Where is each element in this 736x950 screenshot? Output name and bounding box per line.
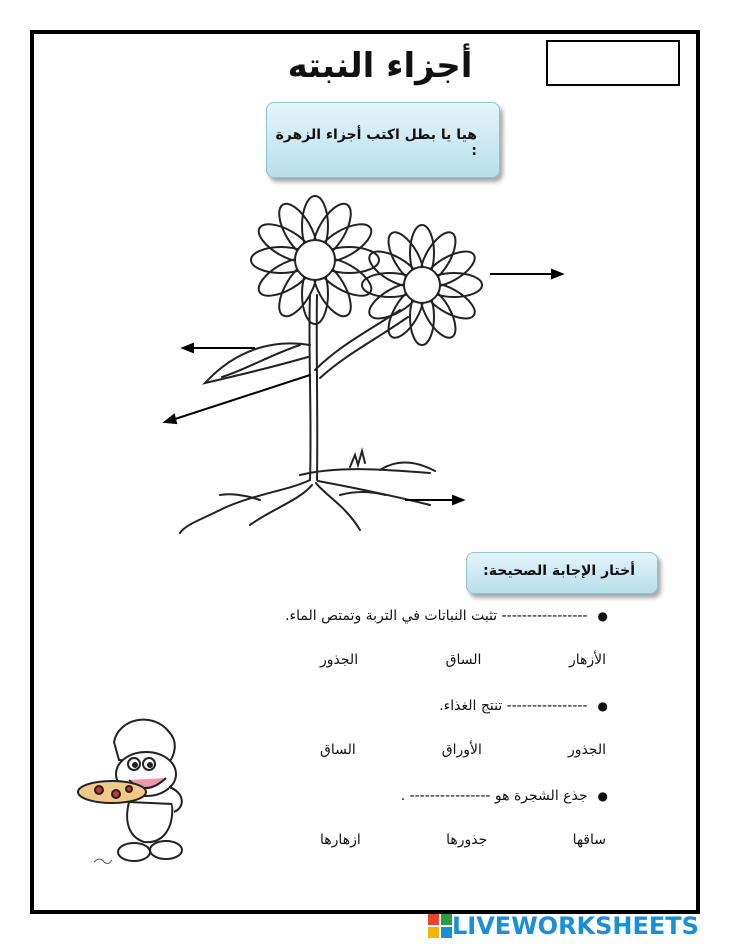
instruction-box bbox=[266, 102, 500, 178]
question-text: ---------------- تنتج الغذاء. bbox=[439, 698, 588, 714]
option[interactable]: الأوراق bbox=[441, 742, 482, 758]
option[interactable]: الساق bbox=[320, 742, 356, 758]
options-3 bbox=[320, 832, 606, 848]
section-title: أختار الإجابة الصحيحة: bbox=[483, 563, 635, 579]
question-1 bbox=[285, 608, 608, 624]
option[interactable]: الجذور bbox=[320, 652, 359, 668]
flower-diagram bbox=[160, 195, 580, 540]
section-title-box bbox=[466, 552, 658, 594]
question-text: ----------------- تثبت النباتات في التربة وتمتص الماء. bbox=[285, 608, 588, 624]
option[interactable]: الجذور bbox=[567, 742, 606, 758]
page-title: أجزاء النبته bbox=[287, 46, 473, 86]
question-2 bbox=[439, 698, 608, 714]
bullet-icon: ● bbox=[597, 789, 608, 803]
smurf-illustration bbox=[74, 712, 204, 872]
option[interactable]: الأزهار bbox=[568, 652, 606, 668]
logo-grid-icon bbox=[428, 914, 452, 938]
instruction-text: هيا يا بطل اكتب أجزاء الزهرة : bbox=[275, 127, 477, 159]
bullet-icon: ● bbox=[597, 609, 608, 623]
left-flower bbox=[251, 196, 379, 324]
options-1 bbox=[320, 652, 606, 668]
liveworksheets-logo[interactable] bbox=[428, 912, 699, 940]
question-3 bbox=[401, 788, 608, 804]
question-text: جذع الشجرة هو ---------------- . bbox=[400, 788, 588, 804]
option[interactable]: ازهارها bbox=[320, 832, 361, 848]
option[interactable]: جذورها bbox=[446, 832, 488, 848]
right-flower bbox=[362, 225, 482, 345]
bullet-icon: ● bbox=[597, 699, 608, 713]
options-2 bbox=[320, 742, 606, 758]
name-answer-box[interactable] bbox=[546, 40, 680, 86]
logo-text: LIVEWORKSHEETS bbox=[452, 912, 699, 940]
option[interactable]: ساقها bbox=[572, 832, 606, 848]
option[interactable]: الساق bbox=[445, 652, 482, 668]
